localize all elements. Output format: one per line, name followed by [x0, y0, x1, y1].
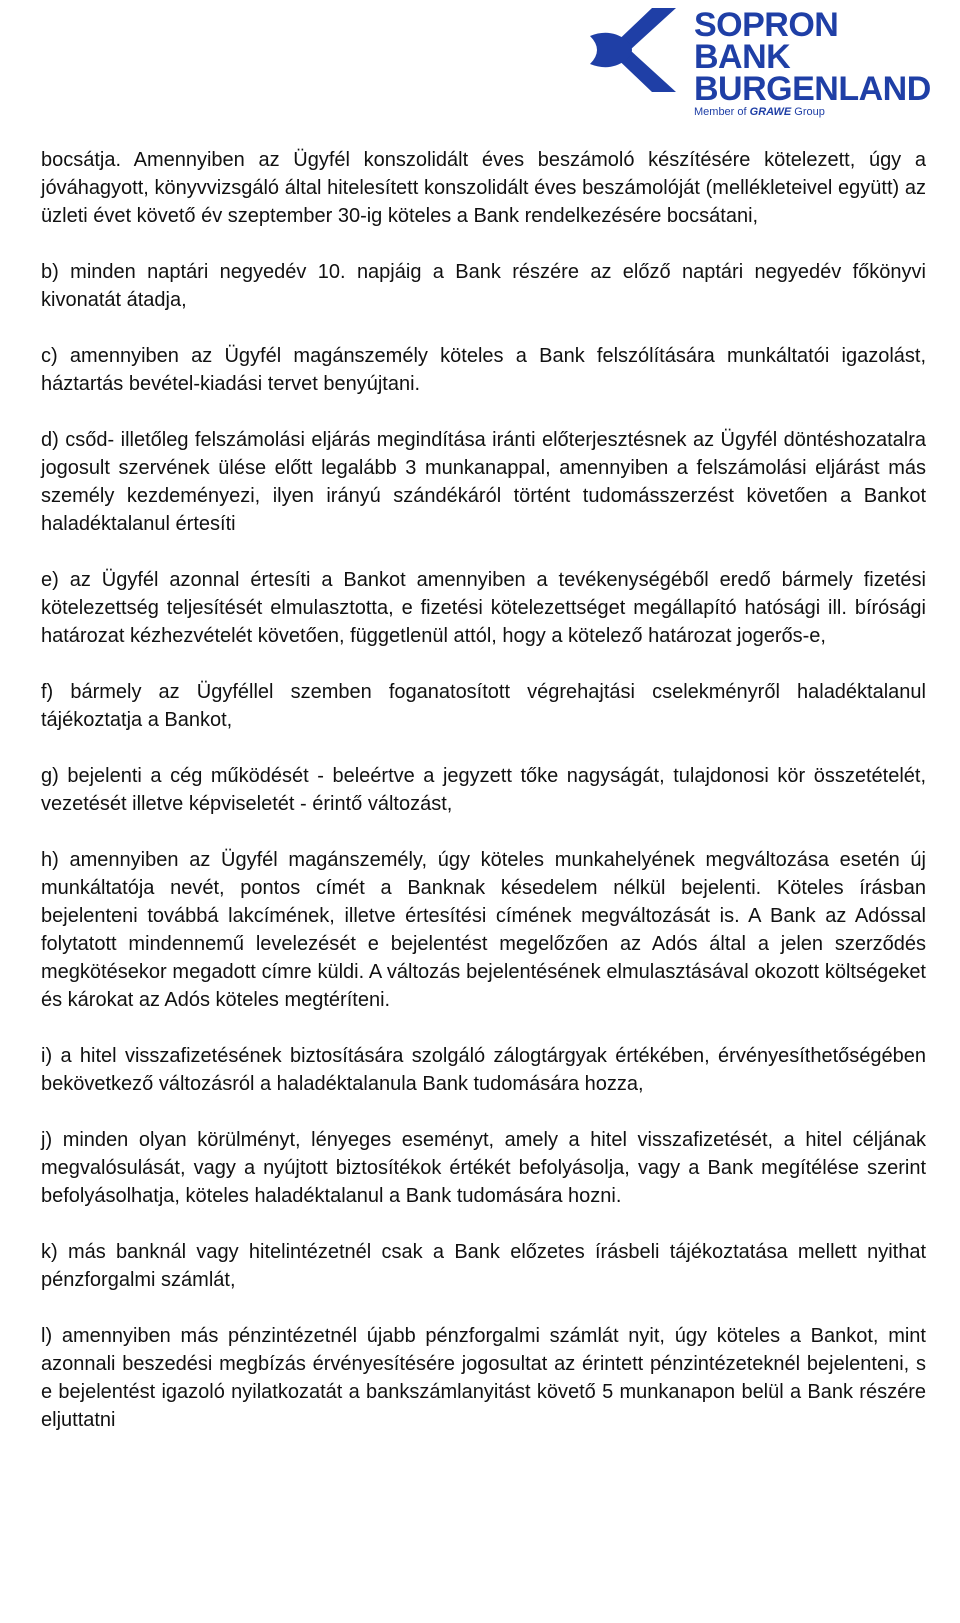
list-item: [41, 1042, 926, 1098]
logo-line-burgenland: BURGENLAND: [694, 70, 931, 108]
list-item: [41, 678, 926, 734]
list-item-text: [41, 1322, 926, 1434]
list-item-label: d): [41, 429, 59, 451]
bank-logo-mark-icon: [590, 6, 690, 96]
list-item-label: e): [41, 569, 59, 591]
list-item: [41, 342, 926, 398]
list-item-body: bármely az Ügyféllel szemben foganatosított végrehajtási cselekményről haladéktalanul tájékoztatja a Bankot,: [41, 681, 926, 731]
list-item: [41, 762, 926, 818]
member-brand: GRAWE: [749, 106, 792, 118]
list-item-label: c): [41, 345, 58, 367]
list-item-body: csőd- illetőleg felszámolási eljárás megindítása iránti előterjesztésnek az Ügyfél döntéshozatalra jogosult szervének ülése előtt legalább 3 munkanappal, amennyiben a felszámolási eljárást más személy kezdeményezi, ilyen irányú szándékáról történt tudomásszerzést követően a Bankot haladéktalanul értesíti: [41, 429, 927, 535]
list-item-body: bejelenti a cég működését - beleértve a jegyzett tőke nagyságát, tulajdonosi kör összetételét, vezetését illetve képviseletét - érintő változást,: [41, 765, 927, 815]
list-item-body: a hitel visszafizetésének biztosítására szolgáló zálogtárgyak értékében, érvényesíthetőségében bekövetkező változásról a haladéktalanula Bank tudomására hozza,: [41, 1045, 926, 1095]
list-item-text: [41, 762, 926, 818]
list-item-label: k): [41, 1241, 58, 1263]
list-item-label: h): [41, 849, 59, 871]
member-prefix: Member of: [694, 106, 750, 118]
list-item-text: [41, 426, 926, 538]
obligation-list: [41, 258, 926, 1434]
list-item-body: amennyiben az Ügyfél magánszemély köteles a Bank felszólítására munkáltatói igazolást, háztartás bevétel-kiadási tervet benyújtani.: [41, 345, 927, 395]
list-item-body: minden olyan körülményt, lényeges eseményt, amely a hitel visszafizetését, a hitel céljának megvalósulását, vagy a nyújtott biztosítékok értékét befolyásolja, vagy a Bank megítélése szerint befolyásolhatja, köteles haladéktalanul a Bank tudomására hozni.: [41, 1129, 926, 1207]
list-item-text: [41, 258, 926, 314]
list-item-label: f): [41, 681, 54, 703]
list-item-label: b): [41, 261, 59, 283]
list-item: [41, 426, 926, 538]
logo-line-sopron: SOPRON: [694, 6, 839, 44]
list-item-text: [41, 1126, 926, 1210]
list-item-text: [41, 342, 926, 398]
member-suffix: Group: [791, 106, 825, 118]
intro-paragraph: bocsátja. Amennyiben az Ügyfél konszolidált éves beszámoló készítésére kötelezett, úgy a jóváhagyott, könyvvizsgáló által hitelesített konszolidált éves beszámolóját (mellékleteivel együtt) az üzleti évet követő év szeptember 30-ig köteles a Bank rendelkezésére bocsátani,: [41, 149, 926, 227]
list-item-body: az Ügyfél azonnal értesíti a Bankot amennyiben a tevékenységéből eredő bármely fizetési kötelezettség teljesítését elmulasztotta, e fizetési kötelezettséget megállapító hatósági ill. bírósági határozat kézhezvételét követően, függetlenül attól, hogy a kötelező határozat jogerős-e,: [41, 569, 926, 647]
document-body: [41, 146, 926, 1462]
list-item-label: i): [41, 1045, 53, 1067]
list-item: [41, 846, 926, 1014]
list-item-label: l): [41, 1325, 53, 1347]
list-item: [41, 566, 926, 650]
list-item-label: g): [41, 765, 59, 787]
list-item-body: amennyiben más pénzintézetnél újabb pénzforgalmi számlát nyit, úgy köteles a Bankot, mint azonnali beszedési megbízás érvényesítésére jogosultat az érintett pénzintézeteknél bejelenteni, s e bejelentést igazoló nyilatkozatát a bankszámlanyitást követő 5 munkanapon belül a Bank részére eljuttatni: [41, 1325, 926, 1431]
list-item-body: más banknál vagy hitelintézetnél csak a Bank előzetes írásbeli tájékoztatása mellett nyithat pénzforgalmi számlát,: [41, 1241, 926, 1291]
list-item: [41, 1322, 926, 1434]
list-item-label: j): [41, 1129, 53, 1151]
list-item-text: [41, 1238, 926, 1294]
bank-logo: [590, 6, 930, 118]
list-item-text: [41, 678, 926, 734]
logo-line-bank: BANK: [694, 38, 791, 76]
list-item: [41, 1238, 926, 1294]
list-item-text: [41, 1042, 926, 1098]
list-item-text: [41, 846, 926, 1014]
list-item-text: [41, 566, 926, 650]
list-item: [41, 1126, 926, 1210]
list-item-body: amennyiben az Ügyfél magánszemély, úgy köteles munkahelyének megváltozása esetén új munkáltatója nevét, pontos címét a Banknak késedelem nélkül bejelenti. Köteles írásban bejelenteni továbbá lakcímének, illetve értesítési címének megváltozását is. A Bank az Adóssal folytatott mindennemű levelezését e bejelentést megelőzően az Adós által a jelen szerződés megkötésekor megadott címre küldi. A változás bejelentésének elmulasztásával okozott költségeket és károkat az Adós köteles megtéríteni.: [41, 849, 926, 1011]
list-item: [41, 258, 926, 314]
logo-member-text: [694, 106, 825, 118]
list-item-body: minden naptári negyedév 10. napjáig a Bank részére az előző naptári negyedév főkönyvi kivonatát átadja,: [41, 261, 926, 311]
